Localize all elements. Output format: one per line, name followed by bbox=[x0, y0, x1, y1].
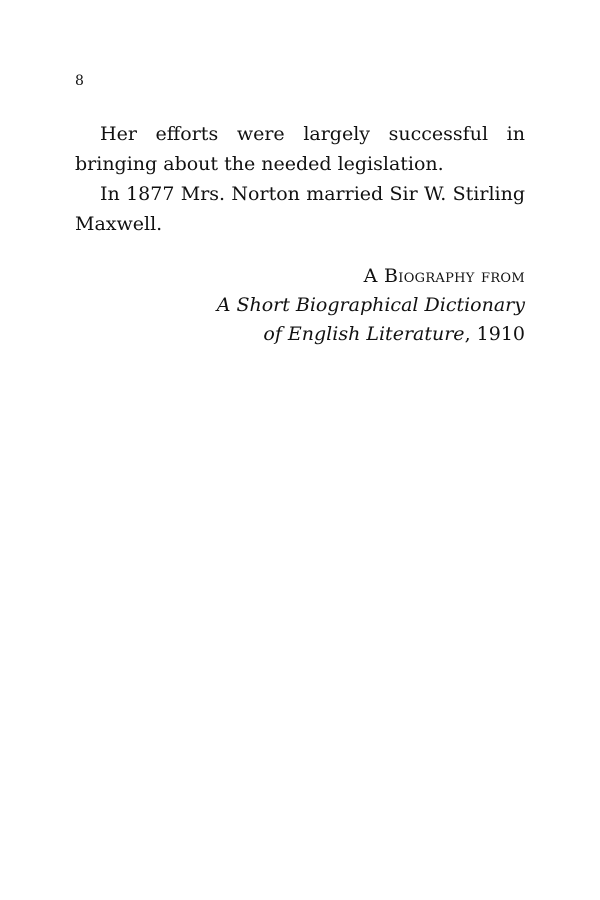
attribution-year: , 1910 bbox=[464, 323, 525, 345]
attribution-source-title-continued: of English Literature bbox=[263, 323, 465, 345]
attribution-source-line bbox=[75, 320, 525, 349]
page-number: 8 bbox=[75, 73, 84, 89]
paragraph-1: Her efforts were largely successful in bringing about the needed legislation. bbox=[75, 123, 525, 175]
body-text bbox=[75, 119, 525, 239]
attribution bbox=[75, 262, 525, 349]
attribution-heading: A Biography from bbox=[363, 265, 525, 287]
attribution-source-title: A Short Biographical Dictionary bbox=[216, 294, 525, 316]
paragraph-2: In 1877 Mrs. Norton married Sir W. Stirling Maxwell. bbox=[75, 183, 525, 235]
